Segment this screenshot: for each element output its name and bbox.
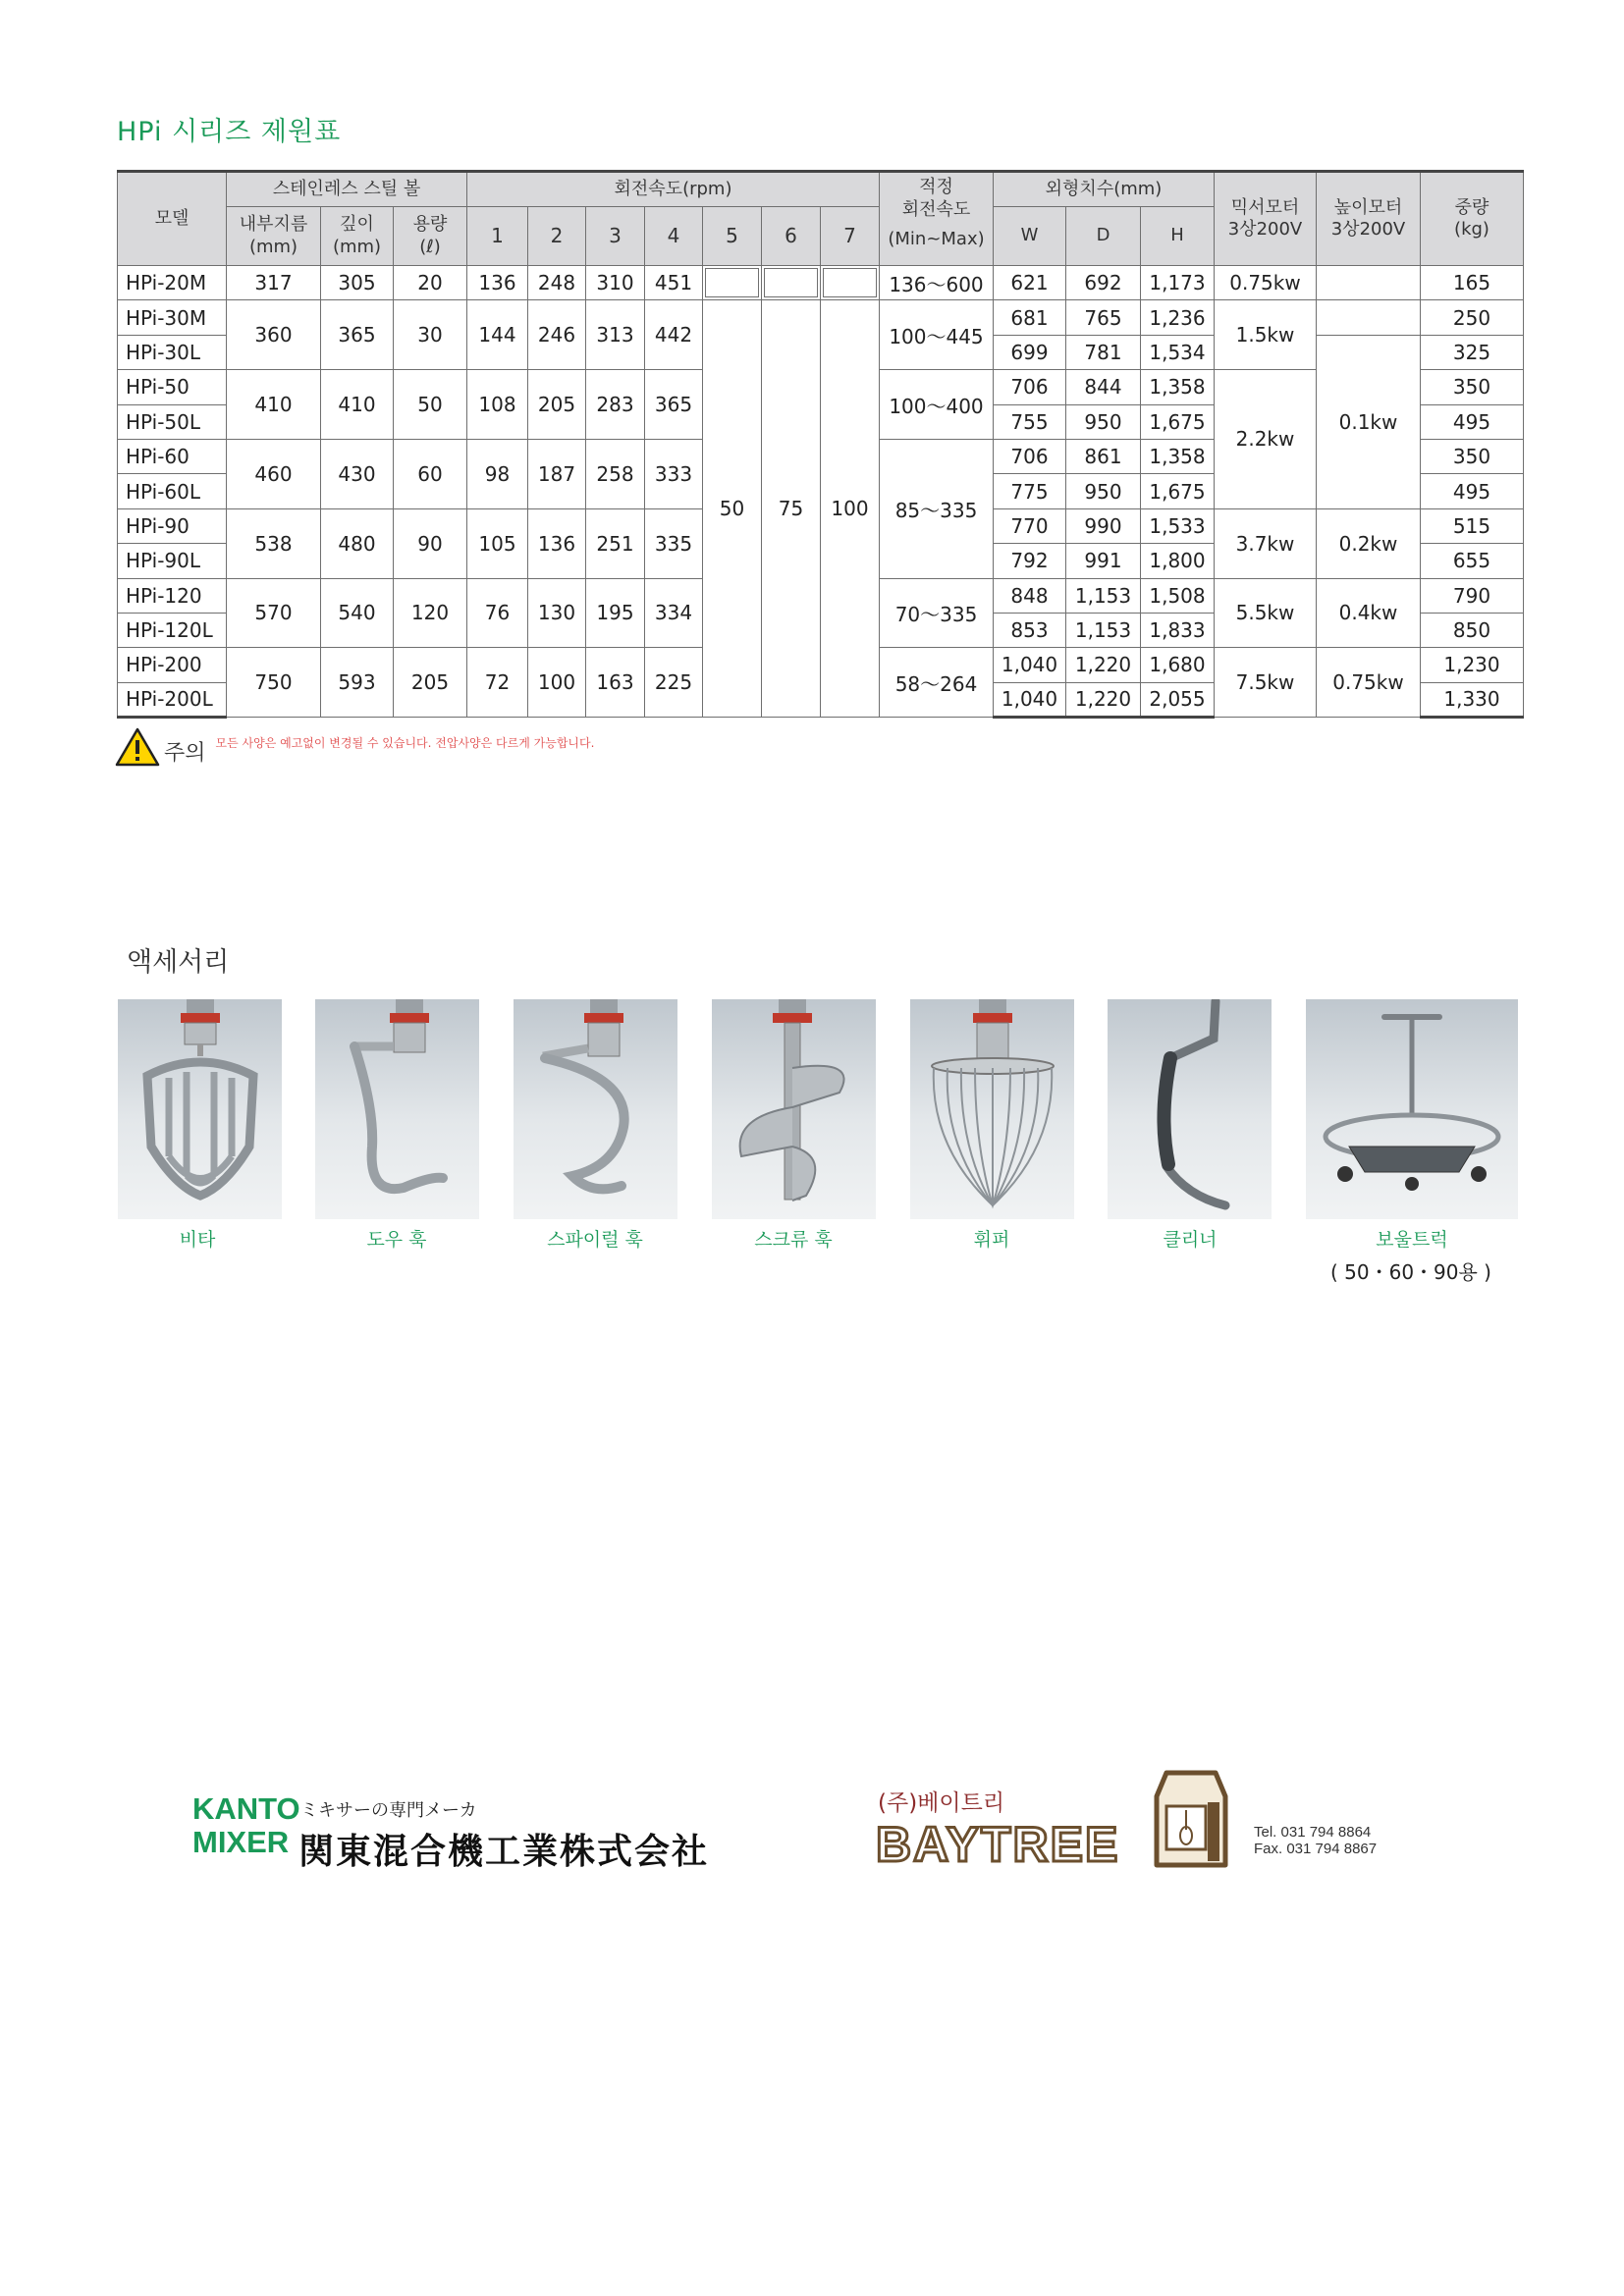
model-cell: HPi-120 — [118, 578, 227, 613]
model-cell: HPi-50 — [118, 370, 227, 404]
lift-motor-cell: 0.2kw — [1317, 508, 1421, 578]
capacity-cell: 30 — [394, 300, 467, 370]
depth-cell: 430 — [321, 439, 394, 508]
speed4-cell: 225 — [645, 648, 703, 718]
header-speed-2: 2 — [528, 207, 586, 266]
speed2-cell: 130 — [528, 578, 586, 648]
kanto-tagline: ミキサーの専門メーカ — [300, 1800, 477, 1821]
width-cell: 755 — [994, 404, 1066, 439]
whipper-icon — [910, 999, 1074, 1219]
depth-dim-cell: 990 — [1066, 508, 1141, 543]
mixer-motor-cell: 3.7kw — [1215, 508, 1317, 578]
kanto-logo-line2: MIXER — [192, 1825, 290, 1859]
proper-speed-cell: 136～600 — [880, 266, 994, 300]
width-cell: 706 — [994, 439, 1066, 473]
width-cell: 848 — [994, 578, 1066, 613]
speed1-cell: 108 — [467, 370, 528, 440]
width-cell: 699 — [994, 335, 1066, 369]
depth-cell: 593 — [321, 648, 394, 718]
weight-cell: 1,230 — [1421, 648, 1524, 682]
model-cell: HPi-30M — [118, 300, 227, 335]
weight-cell: 1,330 — [1421, 682, 1524, 717]
depth-dim-cell: 950 — [1066, 404, 1141, 439]
model-cell: HPi-120L — [118, 613, 227, 647]
height-cell: 1,675 — [1141, 474, 1215, 508]
kanto-company-name: 関東混合機工業株式会社 — [298, 1832, 710, 1872]
header-bowl: 스테인레스 스틸 볼 — [227, 172, 467, 207]
weight-cell: 850 — [1421, 613, 1524, 647]
depth-cell: 305 — [321, 266, 394, 300]
width-cell: 1,040 — [994, 682, 1066, 717]
header-model: 모델 — [118, 172, 227, 266]
mixer-motor-cell: 0.75kw — [1215, 266, 1317, 300]
height-cell: 1,675 — [1141, 404, 1215, 439]
header-lift-motor — [1317, 172, 1421, 266]
header-proper-speed-line2: 회전속도 — [901, 198, 971, 220]
speed1-cell: 144 — [467, 300, 528, 370]
speed1-cell: 105 — [467, 508, 528, 578]
mixer-machine-icon — [1147, 1767, 1235, 1875]
speed1-cell: 76 — [467, 578, 528, 648]
inner-diameter-cell: 410 — [227, 370, 321, 440]
model-cell: HPi-50L — [118, 404, 227, 439]
kanto-logo-line1: KANTO — [192, 1791, 300, 1826]
speed6-cell: 75 — [762, 300, 821, 718]
depth-dim-cell: 781 — [1066, 335, 1141, 369]
screw-hook-image — [712, 999, 876, 1219]
model-cell: HPi-30L — [118, 335, 227, 369]
width-cell: 770 — [994, 508, 1066, 543]
height-cell: 1,358 — [1141, 439, 1215, 473]
speed3-cell: 195 — [586, 578, 645, 648]
depth-dim-cell: 861 — [1066, 439, 1141, 473]
mixer-motor-cell: 1.5kw — [1215, 300, 1317, 370]
capacity-cell: 205 — [394, 648, 467, 718]
proper-speed-cell: 85～335 — [880, 439, 994, 578]
inner-diameter-cell: 570 — [227, 578, 321, 648]
speed4-cell: 335 — [645, 508, 703, 578]
accessory-label-beater: 비타 — [179, 1229, 216, 1251]
header-proper-speed-line1: 적정 — [919, 177, 953, 197]
screw-hook-icon — [712, 999, 876, 1219]
speed4-cell: 365 — [645, 370, 703, 440]
header-rpm: 회전속도(rpm) — [467, 172, 880, 207]
model-cell: HPi-60 — [118, 439, 227, 473]
contact-fax: Fax. 031 794 8867 — [1254, 1841, 1378, 1857]
mixer-motor-cell: 2.2kw — [1215, 370, 1317, 509]
speed4-cell: 334 — [645, 578, 703, 648]
weight-cell: 350 — [1421, 439, 1524, 473]
depth-cell: 480 — [321, 508, 394, 578]
mixer-motor-cell: 7.5kw — [1215, 648, 1317, 718]
header-d: D — [1066, 207, 1141, 266]
header-depth-unit: (mm) — [332, 236, 382, 257]
header-weight — [1421, 172, 1524, 266]
notice-text: 모든 사양은 예고없이 변경될 수 있습니다. 전압사양은 다르게 가능합니다. — [215, 736, 595, 750]
inner-diameter-cell: 750 — [227, 648, 321, 718]
speed5-cell: 50 — [703, 300, 762, 718]
header-inner-diameter — [227, 207, 321, 266]
speed2-cell: 136 — [528, 508, 586, 578]
weight-cell: 655 — [1421, 544, 1524, 578]
weight-cell: 250 — [1421, 300, 1524, 335]
depth-dim-cell: 991 — [1066, 544, 1141, 578]
model-cell: HPi-20M — [118, 266, 227, 300]
inner-diameter-cell: 538 — [227, 508, 321, 578]
width-cell: 853 — [994, 613, 1066, 647]
inner-diameter-cell: 317 — [227, 266, 321, 300]
cleaner-icon — [1108, 999, 1272, 1219]
width-cell: 681 — [994, 300, 1066, 335]
header-h: H — [1141, 207, 1215, 266]
depth-dim-cell: 1,220 — [1066, 682, 1141, 717]
inner-diameter-cell: 360 — [227, 300, 321, 370]
header-lift-motor-line1: 높이모터 — [1333, 196, 1403, 218]
model-cell: HPi-200 — [118, 648, 227, 682]
height-cell: 1,508 — [1141, 578, 1215, 613]
depth-dim-cell: 1,153 — [1066, 578, 1141, 613]
width-cell: 621 — [994, 266, 1066, 300]
speed4-cell: 333 — [645, 439, 703, 508]
depth-dim-cell: 950 — [1066, 474, 1141, 508]
header-inner-diameter-label: 내부지름 — [239, 214, 308, 235]
speed3-cell: 283 — [586, 370, 645, 440]
speed1-cell: 98 — [467, 439, 528, 508]
header-mixer-motor-line2: 3상200V — [1227, 219, 1303, 240]
speed4-cell: 451 — [645, 266, 703, 300]
header-capacity-label: 용량 — [412, 214, 448, 235]
speed3-cell: 313 — [586, 300, 645, 370]
header-dims: 외형치수(mm) — [994, 172, 1215, 207]
height-cell: 1,833 — [1141, 613, 1215, 647]
spiral-hook-image — [514, 999, 677, 1219]
capacity-cell: 120 — [394, 578, 467, 648]
proper-speed-cell: 58～264 — [880, 648, 994, 718]
dough-hook-icon — [315, 999, 479, 1219]
header-depth-label: 깊이 — [340, 214, 374, 235]
accessory-label-whipper: 휘퍼 — [973, 1229, 1010, 1251]
lift-motor-cell: 0.1kw — [1317, 335, 1421, 508]
accessory-label-bowl-truck: 보울트럭 — [1376, 1229, 1448, 1251]
speed2-cell: 187 — [528, 439, 586, 508]
accessory-label-screw-hook: 스크류 훅 — [754, 1229, 833, 1251]
speed3-cell: 163 — [586, 648, 645, 718]
height-cell: 1,800 — [1141, 544, 1215, 578]
capacity-cell: 60 — [394, 439, 467, 508]
contact-info — [1254, 1824, 1377, 1857]
table-row — [118, 266, 1524, 300]
beater-icon — [118, 999, 282, 1219]
header-proper-speed — [880, 172, 994, 266]
header-speed-4: 4 — [645, 207, 703, 266]
depth-cell: 410 — [321, 370, 394, 440]
proper-speed-cell: 100～400 — [880, 370, 994, 440]
weight-cell: 495 — [1421, 404, 1524, 439]
depth-dim-cell: 765 — [1066, 300, 1141, 335]
lift-motor-empty-cell — [1317, 266, 1421, 300]
header-inner-diameter-unit: (mm) — [248, 236, 298, 257]
inner-diameter-cell: 460 — [227, 439, 321, 508]
speed2-cell: 205 — [528, 370, 586, 440]
height-cell: 1,534 — [1141, 335, 1215, 369]
speed6-empty-cell — [762, 266, 821, 300]
width-cell: 1,040 — [994, 648, 1066, 682]
header-speed-3: 3 — [586, 207, 645, 266]
width-cell: 775 — [994, 474, 1066, 508]
speed2-cell: 100 — [528, 648, 586, 718]
bowl-truck-note: ( 50・60・90용 ) — [1330, 1260, 1491, 1284]
weight-cell: 495 — [1421, 474, 1524, 508]
model-cell: HPi-60L — [118, 474, 227, 508]
accessory-label-dough-hook: 도우 훅 — [366, 1229, 427, 1251]
capacity-cell: 20 — [394, 266, 467, 300]
header-weight-line2: (kg) — [1454, 219, 1489, 240]
proper-speed-cell: 70～335 — [880, 578, 994, 648]
header-mixer-motor-line1: 믹서모터 — [1230, 196, 1300, 218]
notice — [115, 726, 594, 767]
lift-motor-cell: 0.4kw — [1317, 578, 1421, 648]
accessories-title: 액세서리 — [127, 947, 230, 978]
speed3-cell: 251 — [586, 508, 645, 578]
header-depth — [321, 207, 394, 266]
speed1-cell: 136 — [467, 266, 528, 300]
weight-cell: 350 — [1421, 370, 1524, 404]
header-capacity — [394, 207, 467, 266]
height-cell: 1,236 — [1141, 300, 1215, 335]
header-mixer-motor — [1215, 172, 1317, 266]
bowl-truck-image — [1306, 999, 1518, 1219]
speed3-cell: 310 — [586, 266, 645, 300]
baytree-company: (주)베이트리 — [878, 1790, 1005, 1816]
proper-speed-cell: 100～445 — [880, 300, 994, 370]
depth-dim-cell: 1,220 — [1066, 648, 1141, 682]
table-row — [118, 300, 1524, 335]
header-w: W — [994, 207, 1066, 266]
lift-motor-empty-cell — [1317, 300, 1421, 335]
warning-icon — [115, 727, 160, 767]
weight-cell: 165 — [1421, 266, 1524, 300]
capacity-cell: 90 — [394, 508, 467, 578]
spiral-hook-icon — [514, 999, 677, 1219]
beater-image — [118, 999, 282, 1219]
speed3-cell: 258 — [586, 439, 645, 508]
height-cell: 1,533 — [1141, 508, 1215, 543]
speed7-empty-cell — [821, 266, 880, 300]
spec-table — [117, 170, 1524, 719]
weight-cell: 325 — [1421, 335, 1524, 369]
header-lift-motor-line2: 3상200V — [1330, 219, 1406, 240]
dough-hook-image — [315, 999, 479, 1219]
page-title: HPi 시리즈 제원표 — [117, 117, 342, 147]
model-cell: HPi-90 — [118, 508, 227, 543]
header-weight-line1: 중량 — [1454, 196, 1489, 218]
notice-label: 주의 — [164, 741, 206, 766]
height-cell: 1,173 — [1141, 266, 1215, 300]
kanto-logo-block — [192, 1791, 710, 1872]
speed1-cell: 72 — [467, 648, 528, 718]
height-cell: 1,680 — [1141, 648, 1215, 682]
accessory-label-spiral-hook: 스파이럴 훅 — [547, 1229, 643, 1251]
model-cell: HPi-200L — [118, 682, 227, 717]
speed5-empty-cell — [703, 266, 762, 300]
accessory-label-cleaner: 클리너 — [1163, 1229, 1218, 1251]
header-speed-1: 1 — [467, 207, 528, 266]
speed2-cell: 246 — [528, 300, 586, 370]
contact-tel: Tel. 031 794 8864 — [1254, 1824, 1372, 1841]
header-speed-7: 7 — [821, 207, 880, 266]
mixer-motor-cell: 5.5kw — [1215, 578, 1317, 648]
lift-motor-cell: 0.75kw — [1317, 648, 1421, 718]
header-speed-6: 6 — [762, 207, 821, 266]
weight-cell: 790 — [1421, 578, 1524, 613]
speed4-cell: 442 — [645, 300, 703, 370]
header-speed-5: 5 — [703, 207, 762, 266]
weight-cell: 515 — [1421, 508, 1524, 543]
model-cell: HPi-90L — [118, 544, 227, 578]
header-capacity-unit: (ℓ) — [419, 236, 441, 257]
height-cell: 2,055 — [1141, 682, 1215, 717]
depth-cell: 540 — [321, 578, 394, 648]
depth-dim-cell: 692 — [1066, 266, 1141, 300]
speed2-cell: 248 — [528, 266, 586, 300]
bowl-truck-icon — [1306, 999, 1518, 1219]
width-cell: 706 — [994, 370, 1066, 404]
capacity-cell: 50 — [394, 370, 467, 440]
whipper-image — [910, 999, 1074, 1219]
depth-cell: 365 — [321, 300, 394, 370]
speed7-cell: 100 — [821, 300, 880, 718]
depth-dim-cell: 844 — [1066, 370, 1141, 404]
cleaner-image — [1108, 999, 1272, 1219]
width-cell: 792 — [994, 544, 1066, 578]
baytree-logo-text: BAYTREE — [876, 1817, 1120, 1872]
depth-dim-cell: 1,153 — [1066, 613, 1141, 647]
header-proper-speed-line3: (Min~Max) — [888, 229, 985, 249]
height-cell: 1,358 — [1141, 370, 1215, 404]
